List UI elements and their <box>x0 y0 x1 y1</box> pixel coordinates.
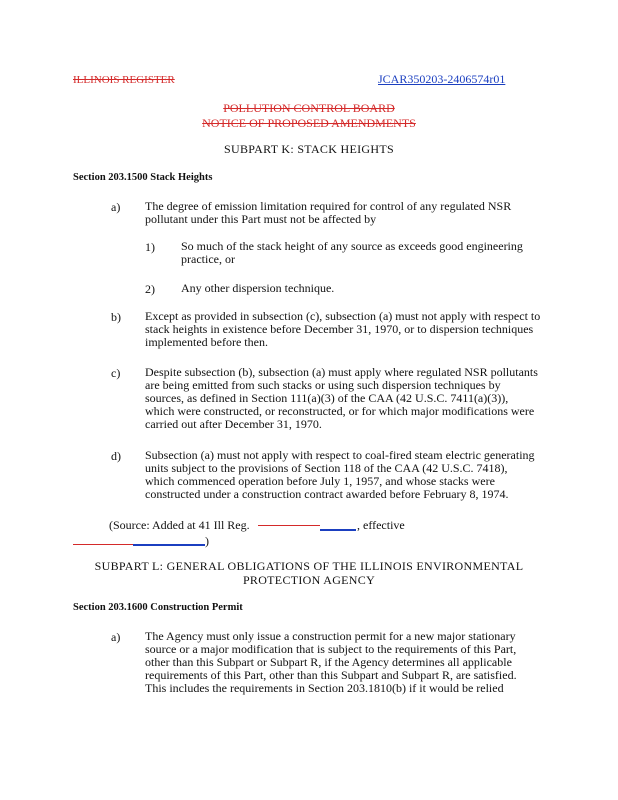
register-header: ILLINOIS REGISTER <box>73 74 175 86</box>
para-a-line: The degree of emission limitation required for control of any regulated NSR <box>145 199 512 213</box>
para-1600a-line: The Agency must only issue a construction permit for a new major stationary <box>145 629 516 643</box>
para-b-line: implemented before then. <box>145 335 268 349</box>
para-1600a-text <box>145 630 517 695</box>
para-d-label: d) <box>111 449 121 463</box>
item-2-label: 2) <box>145 282 155 296</box>
item-1-label: 1) <box>145 240 155 254</box>
source-red-blank <box>258 525 320 526</box>
subpart-k-heading: SUBPART K: STACK HEIGHTS <box>224 142 394 156</box>
para-c-text <box>145 366 538 431</box>
para-d-line: units subject to the provisions of Section 118 of the CAA (42 U.S.C. 7418), <box>145 461 508 475</box>
item-1-text <box>181 240 523 266</box>
subpart-l-heading-cont: PROTECTION AGENCY <box>242 573 376 587</box>
para-d-line: constructed under a construction contract awarded before February 8, 1974. <box>145 487 509 501</box>
para-c-line: are being emitted from such stacks or using such dispersion techniques by <box>145 378 501 392</box>
para-d-text <box>145 449 535 501</box>
para-a-line: pollutant under this Part must not be affected by <box>145 212 377 226</box>
para-c-label: c) <box>111 366 121 380</box>
item-1-line: practice, or <box>181 252 235 266</box>
item-1-line: So much of the stack height of any source as exceeds good engineering <box>181 239 523 253</box>
para-1600a-line: This includes the requirements in Section 203.1810(b) if it would be relied <box>145 681 504 695</box>
para-1600a-label: a) <box>111 630 121 644</box>
para-b-label: b) <box>111 310 121 324</box>
subpart-l-heading: SUBPART L: GENERAL OBLIGATIONS OF THE ILLINOIS ENVIRONMENTAL <box>94 559 524 573</box>
source-blue-blank <box>320 529 356 531</box>
para-1600a-line: requirements of this Part, other than this Subpart and Subpart R, are satisfied. <box>145 668 517 682</box>
source-blue-blank-2 <box>133 544 205 546</box>
item-2-line: Any other dispersion technique. <box>181 281 335 295</box>
para-d-line: Subsection (a) must not apply with respect to coal-fired steam electric generating <box>145 448 535 462</box>
source-effective: , effective <box>357 518 405 532</box>
para-b-line: Except as provided in subsection (c), subsection (a) must not apply with respect to <box>145 309 541 323</box>
section-1500-title: Section 203.1500 Stack Heights <box>73 172 213 183</box>
source-red-blank-2 <box>73 544 133 545</box>
para-d-line: which commenced operation before July 1, 1957, and whose stacks were <box>145 474 495 488</box>
item-2-text <box>181 282 334 295</box>
para-c-line: carried out after December 31, 1970. <box>145 417 322 431</box>
para-b-line: stack heights in existence before December 31, 1970, or to dispersion techniques <box>145 322 534 336</box>
agency-title: POLLUTION CONTROL BOARD <box>223 101 395 115</box>
para-b-text <box>145 310 540 349</box>
section-1600-title: Section 203.1600 Construction Permit <box>73 602 243 613</box>
para-c-line: sources, as defined in Section 111(a)(3) of the CAA (42 U.S.C. 7411(a)(3)), <box>145 391 509 405</box>
para-c-line: which were constructed, or reconstructed, or for which major modifications were <box>145 404 535 418</box>
source-prefix: (Source: Added at 41 Ill Reg. <box>109 518 250 532</box>
para-1600a-line: other than this Subpart or Subpart R, if the Agency determines all applicable <box>145 655 512 669</box>
notice-title: NOTICE OF PROPOSED AMENDMENTS <box>202 116 416 130</box>
source-close: ) <box>205 534 209 548</box>
para-a-text <box>145 200 511 226</box>
para-1600a-line: source or a major modification that is subject to the requirements of this Part, <box>145 642 517 656</box>
document-id-link[interactable]: JCAR350203-2406574r01 <box>378 72 506 86</box>
para-c-line: Despite subsection (b), subsection (a) must apply where regulated NSR pollutants <box>145 365 538 379</box>
para-a-label: a) <box>111 200 121 214</box>
